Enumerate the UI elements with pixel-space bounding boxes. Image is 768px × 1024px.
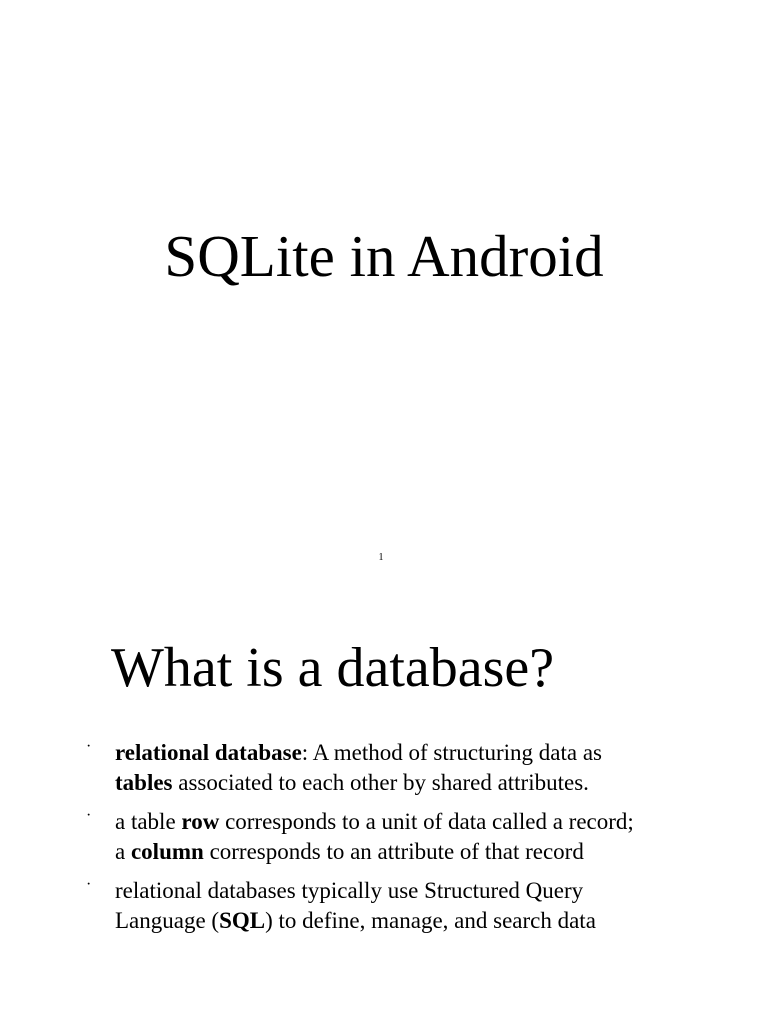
term-relational-database: relational database [115, 740, 302, 765]
term-column: column [130, 839, 204, 864]
bullet-item-relational-database [0, 738, 645, 798]
bullet-text: associated to each other by shared attributes. [172, 770, 589, 795]
bullet-icon: · [86, 876, 92, 893]
bullet-icon: · [86, 738, 92, 755]
slide-title: SQLite in Android [164, 223, 604, 289]
bullet-text: a table [115, 809, 182, 834]
term-tables: tables [115, 770, 173, 795]
section-heading: What is a database? [111, 637, 555, 699]
term-row: row [181, 809, 220, 834]
bullet-item-row-column [0, 807, 645, 867]
bullet-item-sql [0, 876, 645, 936]
bullet-text: : A method of structuring data as [301, 740, 603, 765]
page-number: 1 [378, 552, 384, 563]
bullet-icon: · [86, 807, 92, 824]
bullet-text: corresponds to a unit of data called a record; a [115, 809, 634, 864]
bullet-list [0, 738, 768, 945]
bullet-text: relational databases typically use Structured Query Language ( [115, 878, 584, 933]
bullet-text: corresponds to an attribute of that record [203, 839, 584, 864]
term-sql: SQL [219, 908, 266, 933]
bullet-text: ) to define, manage, and search data [265, 908, 596, 933]
